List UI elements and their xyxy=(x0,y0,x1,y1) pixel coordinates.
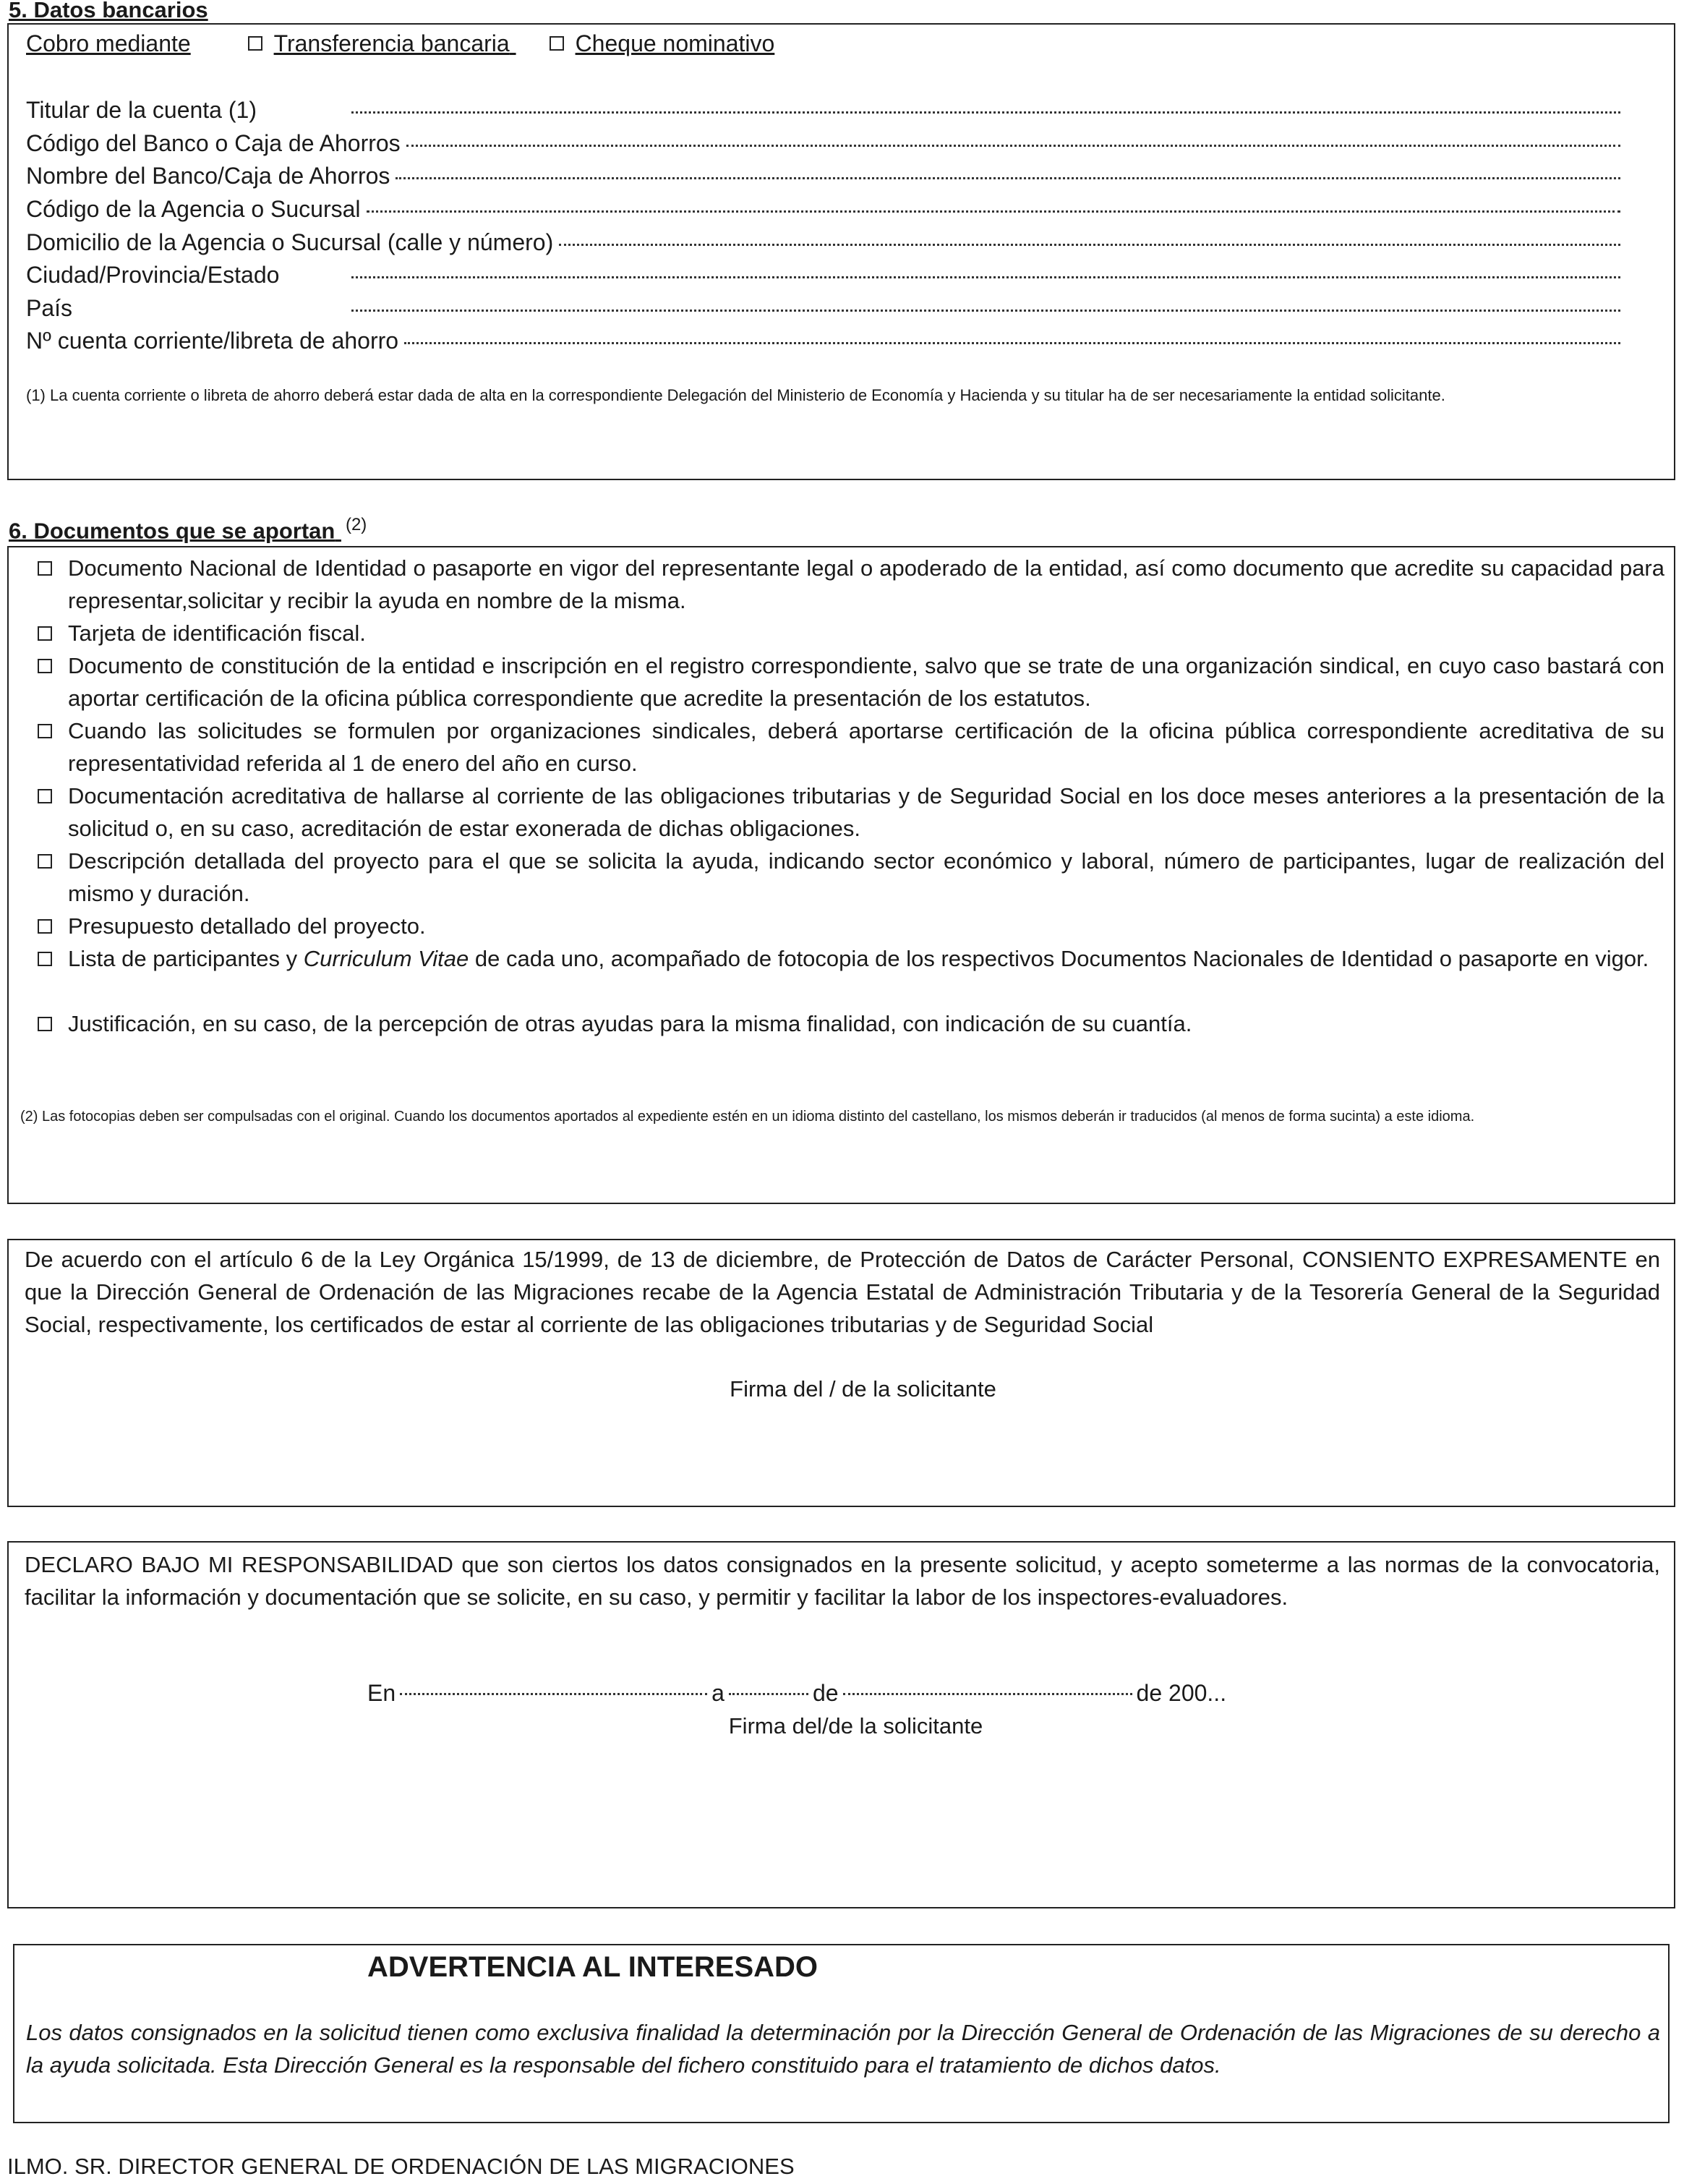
doc-item-constitution[interactable] xyxy=(38,649,1664,715)
place-date-line xyxy=(367,1680,1226,1707)
section5-footnote: (1) La cuenta corriente o libreta de ahorro deberá estar dada de alta en la correspondiente Delegación del Ministerio de Economía y Hacienda y su titular ha de ser necesariamente la entidad solicitante. xyxy=(26,386,1445,404)
field-label: Ciudad/Provincia/Estado xyxy=(26,262,280,288)
year-label: de 200... xyxy=(1136,1680,1227,1706)
field-blank[interactable] xyxy=(367,210,1620,213)
doc-item-obligations[interactable] xyxy=(38,780,1664,845)
doc-label: Documentación acreditativa de hallarse al corriente de las obligaciones tributarias y de Seguridad Social en los doce meses anteriores a la presentación de la solicitud o, en su caso, acreditación de estar exonerada de dichas obligaciones. xyxy=(68,783,1664,841)
doc-checkbox[interactable] xyxy=(38,659,52,673)
field-blank[interactable] xyxy=(559,244,1620,246)
cheque-checkbox[interactable] xyxy=(550,36,564,51)
doc-checkbox[interactable] xyxy=(38,724,52,738)
section6-box xyxy=(7,546,1675,1204)
field-blank[interactable] xyxy=(351,111,1620,114)
consent-text: De acuerdo con el artículo 6 de la Ley Orgánica 15/1999, de 13 de diciembre, de Protección de Datos de Carácter Personal, CONSIENTO EXPRESAMENTE en que la Dirección General de Ordenación de las Migraciones recabe de la Agencia Estatal de Administración Tributaria y de la Tesorería General de la Seguridad Social, respectivamente, los certificados de estar al corriente de las obligaciones tributarias y de Seguridad Social xyxy=(25,1247,1660,1337)
doc-checkbox[interactable] xyxy=(38,919,52,934)
field-blank[interactable] xyxy=(396,177,1620,179)
field-label: Nº cuenta corriente/libreta de ahorro xyxy=(26,328,399,354)
declaration-signature-label: Firma del/de la solicitante xyxy=(728,1713,983,1739)
section5-title: 5. Datos bancarios xyxy=(9,0,208,22)
doc-label: Documento Nacional de Identidad o pasaporte en vigor del representante legal o apoderado de la entidad, así como documento que acredite su capacidad para representar,solicitar y recibir la ayuda en nombre de la misma. xyxy=(68,555,1664,613)
doc-label: Presupuesto detallado del proyecto. xyxy=(68,913,426,939)
doc-item-union[interactable] xyxy=(38,715,1664,780)
day-blank[interactable] xyxy=(729,1693,808,1695)
section6-title-text: 6. Documentos que se aportan xyxy=(9,518,335,544)
doc-label-em: Curriculum Vitae xyxy=(303,946,469,971)
doc-label xyxy=(68,942,1664,975)
a-label: a xyxy=(711,1680,725,1706)
field-account-holder[interactable] xyxy=(26,97,1620,124)
doc-checkbox[interactable] xyxy=(38,854,52,869)
field-city[interactable] xyxy=(26,262,1620,289)
de-label: de xyxy=(812,1680,839,1706)
payment-method-label: Cobro mediante xyxy=(26,30,191,56)
doc-label-post: de cada uno, acompañado de fotocopia de los respectivos Documentos Nacionales de Identidad o pasaporte en vigor. xyxy=(469,946,1649,971)
transfer-label: Transferencia bancaria xyxy=(273,30,510,56)
field-bank-code[interactable] xyxy=(26,130,1620,157)
transfer-checkbox[interactable] xyxy=(248,36,262,51)
section6-footnote: (2) Las fotocopias deben ser compulsadas con el original. Cuando los documentos aportados al expediente estén en un idioma distinto del castellano, los mismos deberán ir traducidos (al menos de forma sucinta) a este idioma. xyxy=(20,1109,1475,1125)
field-label: País xyxy=(26,295,73,321)
field-label: Código de la Agencia o Sucursal xyxy=(26,196,361,222)
advertencia-box xyxy=(13,1944,1670,2123)
place-blank[interactable] xyxy=(400,1693,707,1695)
section6-title-sup: (2) xyxy=(345,515,367,534)
field-label: Domicilio de la Agencia o Sucursal (calle y número) xyxy=(26,229,554,255)
cheque-label: Cheque nominativo xyxy=(575,30,775,56)
month-blank[interactable] xyxy=(843,1693,1132,1695)
transfer-option[interactable] xyxy=(248,30,516,56)
doc-label: Tarjeta de identificación fiscal. xyxy=(68,620,366,646)
field-label: Código del Banco o Caja de Ahorros xyxy=(26,130,401,156)
field-branch-code[interactable] xyxy=(26,196,1620,223)
field-blank[interactable] xyxy=(351,276,1620,278)
declaration-box xyxy=(7,1541,1675,1908)
doc-item-cif[interactable] xyxy=(38,617,1664,649)
advertencia-title: ADVERTENCIA AL INTERESADO xyxy=(367,1951,819,1983)
field-label: Titular de la cuenta (1) xyxy=(26,97,257,123)
declaration-text: DECLARO BAJO MI RESPONSABILIDAD que son ciertos los datos consignados en la presente solicitud, y acepto someterme a las normas de la convocatoria, facilitar la información y documentación que se solicite, en su caso, y permitir y facilitar la labor de los inspectores-evaluadores. xyxy=(25,1552,1660,1610)
doc-checkbox[interactable] xyxy=(38,1017,52,1031)
doc-label: Descripción detallada del proyecto para el que se solicita la ayuda, indicando sector económico y laboral, número de participantes, lugar de realización del mismo y duración. xyxy=(68,848,1664,906)
cheque-option[interactable] xyxy=(550,30,775,56)
field-blank[interactable] xyxy=(351,310,1620,312)
doc-label: Justificación, en su caso, de la percepción de otras ayudas para la misma finalidad, con indicación de su cuantía. xyxy=(68,1011,1192,1036)
field-branch-address[interactable] xyxy=(26,229,1620,256)
doc-checkbox[interactable] xyxy=(38,561,52,576)
doc-label-pre: Lista de participantes y xyxy=(68,946,304,971)
doc-item-dni[interactable] xyxy=(38,552,1664,617)
doc-item-budget[interactable] xyxy=(38,910,1664,942)
field-label: Nombre del Banco/Caja de Ahorros xyxy=(26,163,390,189)
doc-item-other-aid[interactable] xyxy=(38,1007,1664,1040)
doc-checkbox[interactable] xyxy=(38,952,52,966)
section6-title xyxy=(9,515,367,544)
field-account-number[interactable] xyxy=(26,328,1620,354)
advertencia-text: Los datos consignados en la solicitud tienen como exclusiva finalidad la determinación por la Dirección General de Ordenación de las Migraciones de su derecho a la ayuda solicitada. Esta Dirección General es la responsable del fichero constituido para el tratamiento de dichos datos. xyxy=(26,2020,1660,2078)
field-blank[interactable] xyxy=(406,145,1620,147)
field-country[interactable] xyxy=(26,295,1620,322)
addressee: ILMO. SR. DIRECTOR GENERAL DE ORDENACIÓN DE LAS MIGRACIONES xyxy=(7,2154,795,2179)
field-blank[interactable] xyxy=(404,342,1620,344)
doc-label: Cuando las solicitudes se formulen por organizaciones sindicales, deberá aportarse certificación de la oficina pública correspondiente acreditativa de su representatividad referida al 1 de enero del año en curso. xyxy=(68,718,1664,776)
payment-method-row xyxy=(26,30,774,57)
field-bank-name[interactable] xyxy=(26,163,1620,189)
doc-checkbox[interactable] xyxy=(38,789,52,803)
en-label: En xyxy=(367,1680,396,1706)
doc-item-project[interactable] xyxy=(38,845,1664,910)
consent-signature-label: Firma del / de la solicitante xyxy=(730,1376,996,1402)
doc-item-participants[interactable] xyxy=(38,942,1664,975)
doc-label: Documento de constitución de la entidad e inscripción en el registro correspondiente, salvo que se trate de una organización sindical, en cuyo caso bastará con aportar certificación de la oficina pública correspondiente que acredite la presentación de los estatutos. xyxy=(68,653,1664,711)
consent-box xyxy=(7,1239,1675,1507)
doc-checkbox[interactable] xyxy=(38,626,52,641)
section5-box xyxy=(7,23,1675,480)
